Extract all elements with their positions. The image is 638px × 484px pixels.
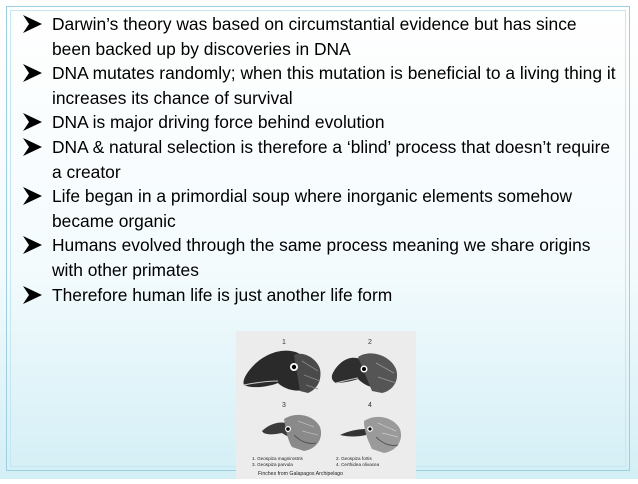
bullet-text: DNA mutates randomly; when this mutation is beneficial to a living thing it increases its chance of survival — [52, 63, 616, 108]
bullet-item — [18, 184, 618, 233]
finch-heads-drawing — [236, 331, 416, 479]
bullet-text: Humans evolved through the same process meaning we share origins with other primates — [52, 235, 591, 280]
bullet-text: Darwin’s theory was based on circumstantial evidence but has since been backed up by discoveries in DNA — [52, 14, 577, 59]
figure-number: 1 — [282, 339, 286, 346]
arrowhead-bullet-icon — [20, 61, 44, 85]
figure-caption: 4. Certhidea olivacea — [336, 462, 380, 467]
bullet-text: Life began in a primordial soup where inorganic elements somehow became organic — [52, 186, 573, 231]
figure-caption: 2. Geospiza fortis — [336, 456, 372, 461]
bullet-item — [18, 110, 618, 135]
figure-number: 2 — [368, 339, 372, 346]
bullet-item — [18, 283, 618, 308]
bullet-text: DNA & natural selection is therefore a ‘blind’ process that doesn’t require a creator — [52, 136, 611, 182]
figure-number: 3 — [282, 402, 286, 409]
bullet-item — [18, 61, 618, 110]
bullet-text: Therefore human life is just another life form — [52, 284, 393, 305]
bullet-list — [18, 12, 618, 307]
arrowhead-bullet-icon — [20, 233, 44, 257]
arrowhead-bullet-icon — [20, 12, 44, 36]
arrowhead-bullet-icon — [20, 110, 44, 134]
figure-caption: 1. Geospiza magnirostris — [252, 456, 303, 461]
bullet-item — [18, 233, 618, 282]
arrowhead-bullet-icon — [20, 283, 44, 307]
figure-title: Finches from Galapagos Archipelago — [258, 471, 344, 477]
figure-caption: 3. Geospiza parvula — [252, 462, 293, 467]
bullet-text: DNA is major driving force behind evolution — [52, 112, 385, 133]
bullet-item — [18, 12, 618, 61]
finches-illustration — [236, 331, 416, 479]
arrowhead-bullet-icon — [20, 135, 44, 159]
arrowhead-bullet-icon — [20, 184, 44, 208]
figure-number: 4 — [368, 402, 372, 409]
bullet-item — [18, 135, 618, 184]
